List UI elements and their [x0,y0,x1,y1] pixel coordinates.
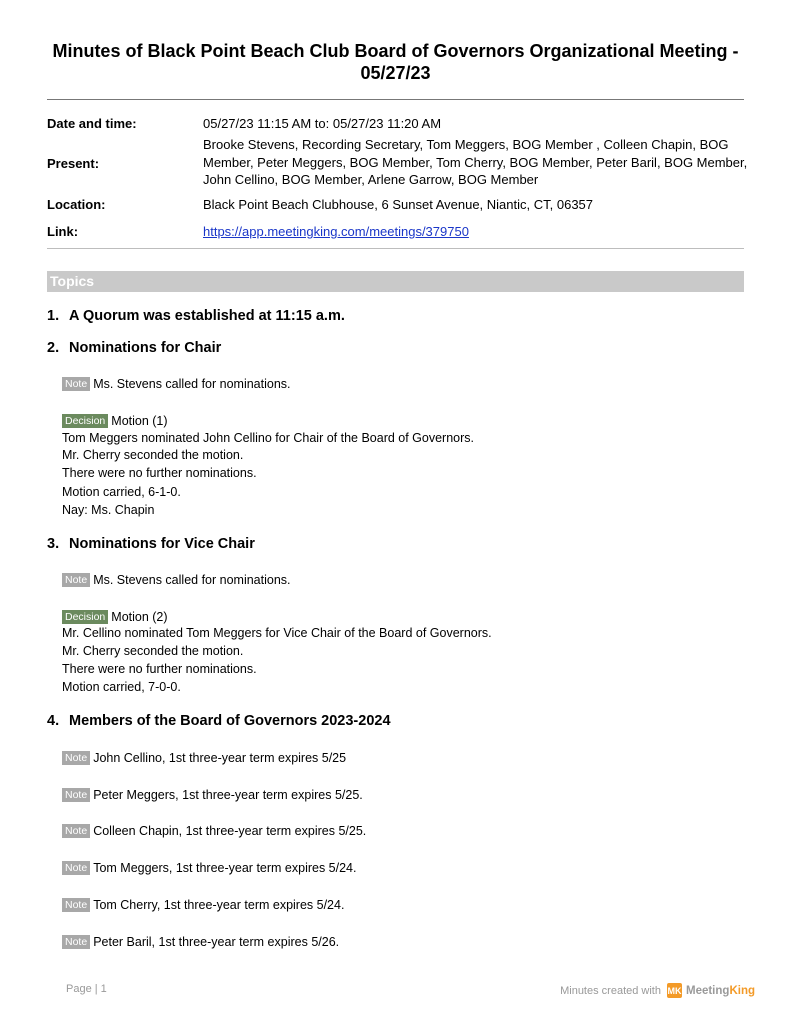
minutes-line: Motion carried, 6-1-0. [62,485,181,499]
note-tag: Note [62,935,90,949]
note-tag: Note [62,573,90,587]
note-item [62,822,366,840]
meetingking-logo-icon: MK [667,983,682,998]
date-label: Date and time: [47,116,137,131]
decision-item [62,608,168,626]
meeting-link[interactable]: https://app.meetingking.com/meetings/379750 [203,224,469,239]
minutes-line: Nay: Ms. Chapin [62,503,155,517]
note-tag: Note [62,824,90,838]
note-tag: Note [62,898,90,912]
topic-title: A Quorum was established at 11:15 a.m. [69,308,345,324]
topic-heading [47,307,345,325]
location-value: Black Point Beach Clubhouse, 6 Sunset Avenue, Niantic, CT, 06357 [203,197,594,212]
brand-name [686,985,755,997]
note-tag: Note [62,861,90,875]
topic-number: 1. [47,308,60,324]
note-text: Tom Meggers, 1st three-year term expires 5/24. [93,861,357,875]
location-label: Location: [47,197,106,212]
present-value: Brooke Stevens, Recording Secretary, Tom Meggers, BOG Member , Colleen Chapin, BOG Member, Peter Meggers, BOG Member, Tom Cherry, BOG Member, Peter Baril, BOG Member, John Cellino, BOG Member, Arlene Garrow, BOG Member [203,137,748,187]
present-label: Present: [47,156,100,171]
note-text: Peter Baril, 1st three-year term expires 5/26. [93,935,340,949]
meta-divider [47,248,744,249]
topic-heading [47,535,255,553]
footer-credit [560,983,755,998]
note-text: Ms. Stevens called for nominations. [93,377,291,391]
minutes-line: Mr. Cherry seconded the motion. [62,644,244,658]
decision-tag: Decision [62,610,108,624]
minutes-line: Tom Meggers nominated John Cellino for Chair of the Board of Governors. [62,431,475,445]
minutes-line: Motion carried, 7-0-0. [62,680,181,694]
topic-title: Nominations for Chair [69,340,222,356]
note-item [62,749,346,767]
minutes-line: Mr. Cherry seconded the motion. [62,448,244,462]
decision-text: Motion (2) [111,610,168,624]
page-title: Minutes of Black Point Beach Club Board of Governors Organizational Meeting - 05/27/23 [52,41,739,83]
note-text: John Cellino, 1st three-year term expires 5/25 [93,751,347,765]
topic-number: 3. [47,536,60,552]
note-item [62,896,344,914]
note-tag: Note [62,751,90,765]
topic-title: Nominations for Vice Chair [69,536,255,552]
minutes-line: Mr. Cellino nominated Tom Meggers for Vice Chair of the Board of Governors. [62,626,492,640]
decision-text: Motion (1) [111,414,168,428]
note-item [62,571,291,589]
note-text: Colleen Chapin, 1st three-year term expires 5/25. [93,824,367,838]
topic-heading [47,339,221,357]
decision-item [62,412,168,430]
topic-title: Members of the Board of Governors 2023-2024 [69,713,391,729]
note-tag: Note [62,788,90,802]
note-text: Ms. Stevens called for nominations. [93,573,291,587]
minutes-line: There were no further nominations. [62,466,257,480]
created-with-text: Minutes created with [560,984,661,997]
link-label: Link: [47,224,79,239]
note-item [62,933,339,951]
note-text: Peter Meggers, 1st three-year term expires 5/25. [93,788,363,802]
note-text: Tom Cherry, 1st three-year term expires 5/24. [93,898,345,912]
brand-part-1: Meeting [685,984,730,997]
topics-header: Topics [47,271,744,292]
note-item [62,859,357,877]
header-divider [47,99,744,100]
topic-number: 4. [47,713,60,729]
topic-number: 2. [47,340,60,356]
page-number: Page | 1 [66,983,107,995]
note-item [62,786,363,804]
topic-heading [47,712,391,730]
note-tag: Note [62,377,90,391]
brand-part-2: King [729,984,755,997]
date-value: 05/27/23 11:15 AM to: 05/27/23 11:20 AM [203,116,442,131]
minutes-line: There were no further nominations. [62,662,257,676]
decision-tag: Decision [62,414,108,428]
note-item [62,375,291,393]
